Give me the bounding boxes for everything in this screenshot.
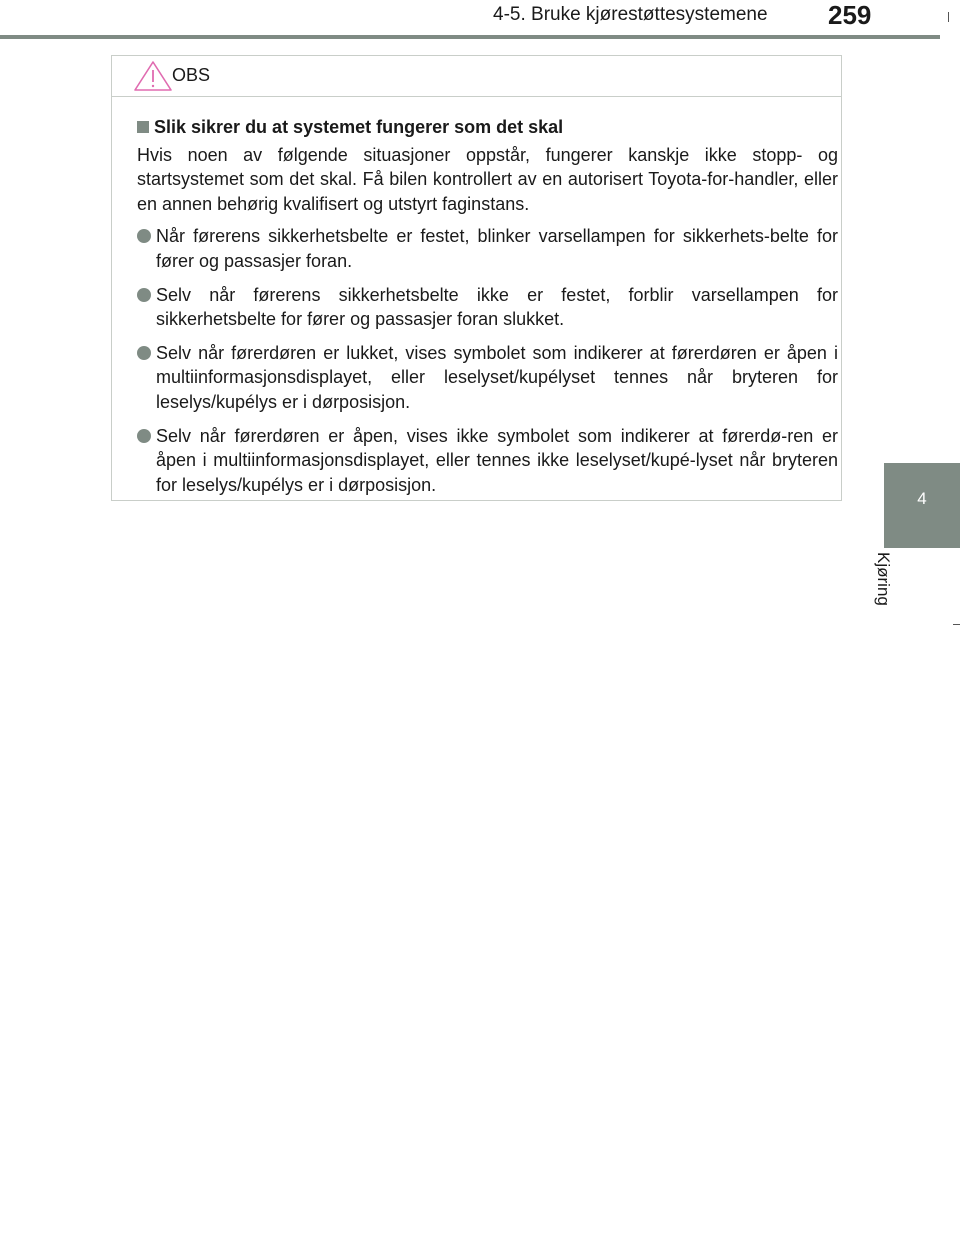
list-item [137,341,838,415]
section-title: 4-5. Bruke kjørestøttesystemene [493,4,768,25]
list-item-text: Selv når førerdøren er åpen, vises ikke symbolet som indikerer at førerdø-ren er åpen i multiinformasjonsdisplayet, eller tennes ikke leselyset/kupé-lyset når bryteren for leselys/kupélys er i dørposisjon. [156,425,838,495]
header-rule [0,35,940,39]
obs-notice-box [111,55,842,501]
square-bullet-icon [137,121,149,133]
circle-bullet-icon [137,346,151,360]
obs-body [137,115,838,506]
obs-heading [137,115,838,140]
obs-bullet-list [137,224,838,497]
obs-intro: Hvis noen av følgende situasjoner oppstår, fungerer kanskje ikke stopp- og startsystemet som det skal. Få bilen kontrollert av en autorisert Toyota-for-handler, eller en annen behørig kvalifisert og utstyrt faginstans. [137,144,838,214]
page-number: 259 [828,0,872,30]
chapter-tab [884,463,960,548]
list-item-text: Når førerens sikkerhetsbelte er festet, blinker varsellampen for sikkerhets-belte for fører og passasjer foran. [156,226,838,271]
obs-heading-text: Slik sikrer du at systemet fungerer som det skal [154,117,564,137]
corner-tick [953,624,960,625]
circle-bullet-icon [137,288,151,302]
obs-label: OBS [172,65,211,85]
chapter-label-vertical [874,552,918,632]
list-item-text: Selv når førerdøren er lukket, vises symbolet som indikerer at førerdøren er åpen i multiinformasjonsdisplayet, eller leselyset/kupélyset tennes når bryteren for leselys/kupélys er i dørposisjon. [156,342,838,412]
circle-bullet-icon [137,429,151,443]
chapter-number: 4 [917,489,927,508]
list-item-text: Selv når førerens sikkerhetsbelte ikke er festet, forblir varsellampen for sikkerhetsbelte for fører og passasjer foran slukket. [156,284,838,330]
list-item [137,283,838,332]
list-item [137,224,838,273]
chapter-label: Kjøring [874,552,893,606]
circle-bullet-icon [137,229,151,243]
corner-tick [948,12,949,22]
list-item [137,424,838,498]
obs-header [112,56,841,97]
warning-triangle-icon [132,60,174,92]
